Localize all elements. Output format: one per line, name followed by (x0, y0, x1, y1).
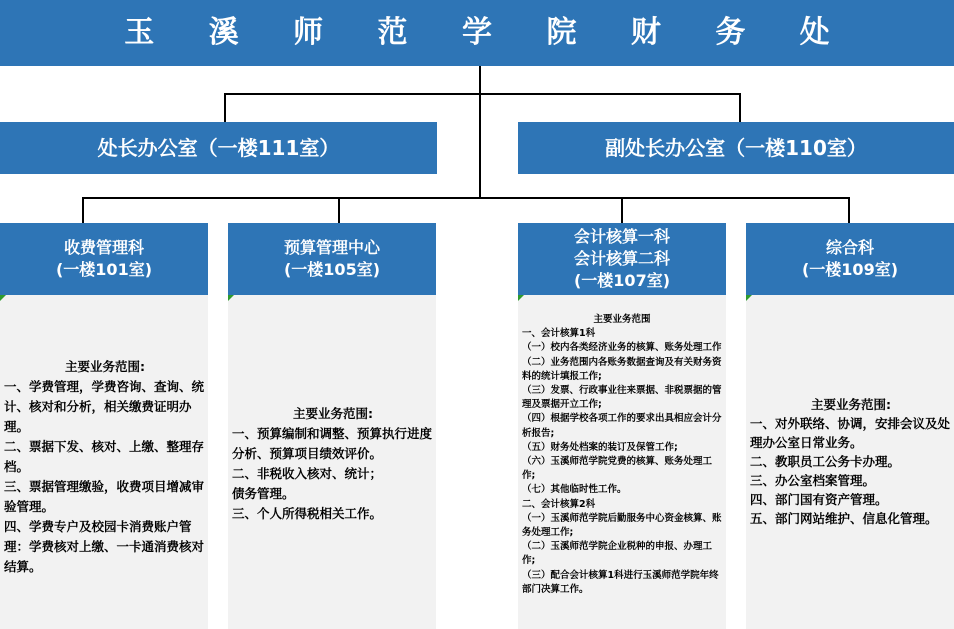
panel-title: 主要业务范围 (593, 314, 651, 325)
panel-line: （四）根据学校各项工作的要求出具相应会计分析报告; (522, 413, 722, 439)
dept-name-2: 会计核算二科 (573, 249, 670, 268)
panel-title: 主要业务范围: (65, 359, 145, 374)
panel-line: （二）玉溪师范学院企业税种的申报、办理工作; (522, 541, 713, 567)
panel-general (746, 295, 954, 629)
connector-dept-2 (338, 197, 340, 223)
panel-line: （三）发票、行政事业往来票据、非税票据的管理及票据开立工作; (522, 385, 722, 411)
dept-name: 会计核算一科 (573, 227, 670, 246)
connector-dept-4 (848, 197, 850, 223)
panel-line: （二）业务范围内各账务数据查询及有关财务资料的统计填报工作; (522, 356, 722, 382)
panel-line: （三）配合会计核算1科进行玉溪师范学院年终部门决算工作。 (522, 569, 719, 595)
connector-dept-horizontal (82, 197, 850, 199)
panel-line: 三、个人所得税相关工作。 (232, 506, 383, 521)
panel-line: 一、对外联络、协调，安排会议及处理办公室日常业务。 (750, 416, 951, 450)
connector-office-horizontal (224, 93, 741, 95)
deputy-director-office-box: 副处长办公室（一楼110室） (518, 122, 954, 174)
panel-line: （六）玉溪师范学院党费的核算、账务处理工作; (522, 456, 713, 482)
dept-fee-management (0, 223, 208, 295)
director-office-box: 处长办公室（一楼111室） (0, 122, 437, 174)
panel-title: 主要业务范围: (811, 397, 891, 412)
dept-name: 收费管理科 (63, 238, 144, 257)
connector-office-left (224, 93, 226, 122)
panel-line: 一、学费管理，学费咨询、查询、统计、核对和分析，相关缴费证明办理。 (4, 379, 205, 434)
dept-room: (一楼109室) (801, 260, 899, 279)
panel-line: （一）玉溪师范学院后勤服务中心资金核算、账务处理工作; (522, 512, 722, 539)
panel-budget-center (228, 295, 436, 629)
panel-line: 一、预算编制和调整、预算执行进度分析、预算项目绩效评价。 (232, 426, 433, 461)
dept-name: 综合科 (825, 238, 874, 257)
dept-general (746, 223, 954, 295)
panel-line: 二、非税收入核对、统计； (232, 466, 383, 481)
panel-line: 四、部门国有资产管理。 (750, 492, 888, 507)
panel-line: 五、部门网站维护、信息化管理。 (750, 511, 938, 526)
page-title: 玉 溪 师 范 学 院 财 务 处 (0, 0, 954, 66)
dept-accounting (518, 223, 726, 295)
panel-line: （一）校内各类经济业务的核算、账务处理工作 (522, 342, 722, 354)
panel-line: 二、票据下发、核对、上缴、整理存档。 (4, 439, 205, 474)
panel-line: 债务管理。 (232, 486, 295, 501)
connector-office-right (739, 93, 741, 122)
panel-line: （七）其他临时性工作。 (522, 484, 627, 496)
connector-main-vertical (479, 66, 481, 198)
panel-accounting (518, 295, 726, 629)
panel-line: 二、教职员工公务卡办理。 (750, 454, 901, 469)
dept-room: (一楼101室) (55, 260, 153, 279)
dept-budget-center (228, 223, 436, 295)
panel-line: 二、会计核算2科 (522, 498, 596, 510)
panel-line: 三、办公室档案管理。 (750, 473, 876, 488)
connector-dept-3 (621, 197, 623, 223)
panel-fee-management (0, 295, 208, 629)
dept-room: (一楼105室) (283, 260, 381, 279)
panel-line: 四、学费专户及校园卡消费账户管理：学费核对上缴、一卡通消费核对结算。 (4, 519, 205, 574)
dept-room: (一楼107室) (573, 271, 671, 290)
panel-line: （五）财务处档案的装订及保管工作; (522, 441, 678, 453)
panel-line: 一、会计核算1科 (522, 328, 596, 340)
connector-dept-1 (82, 197, 84, 223)
panel-line: 三、票据管理缴验，收费项目增减审验管理。 (4, 479, 205, 514)
panel-title: 主要业务范围: (293, 406, 373, 421)
dept-name: 预算管理中心 (283, 238, 380, 257)
